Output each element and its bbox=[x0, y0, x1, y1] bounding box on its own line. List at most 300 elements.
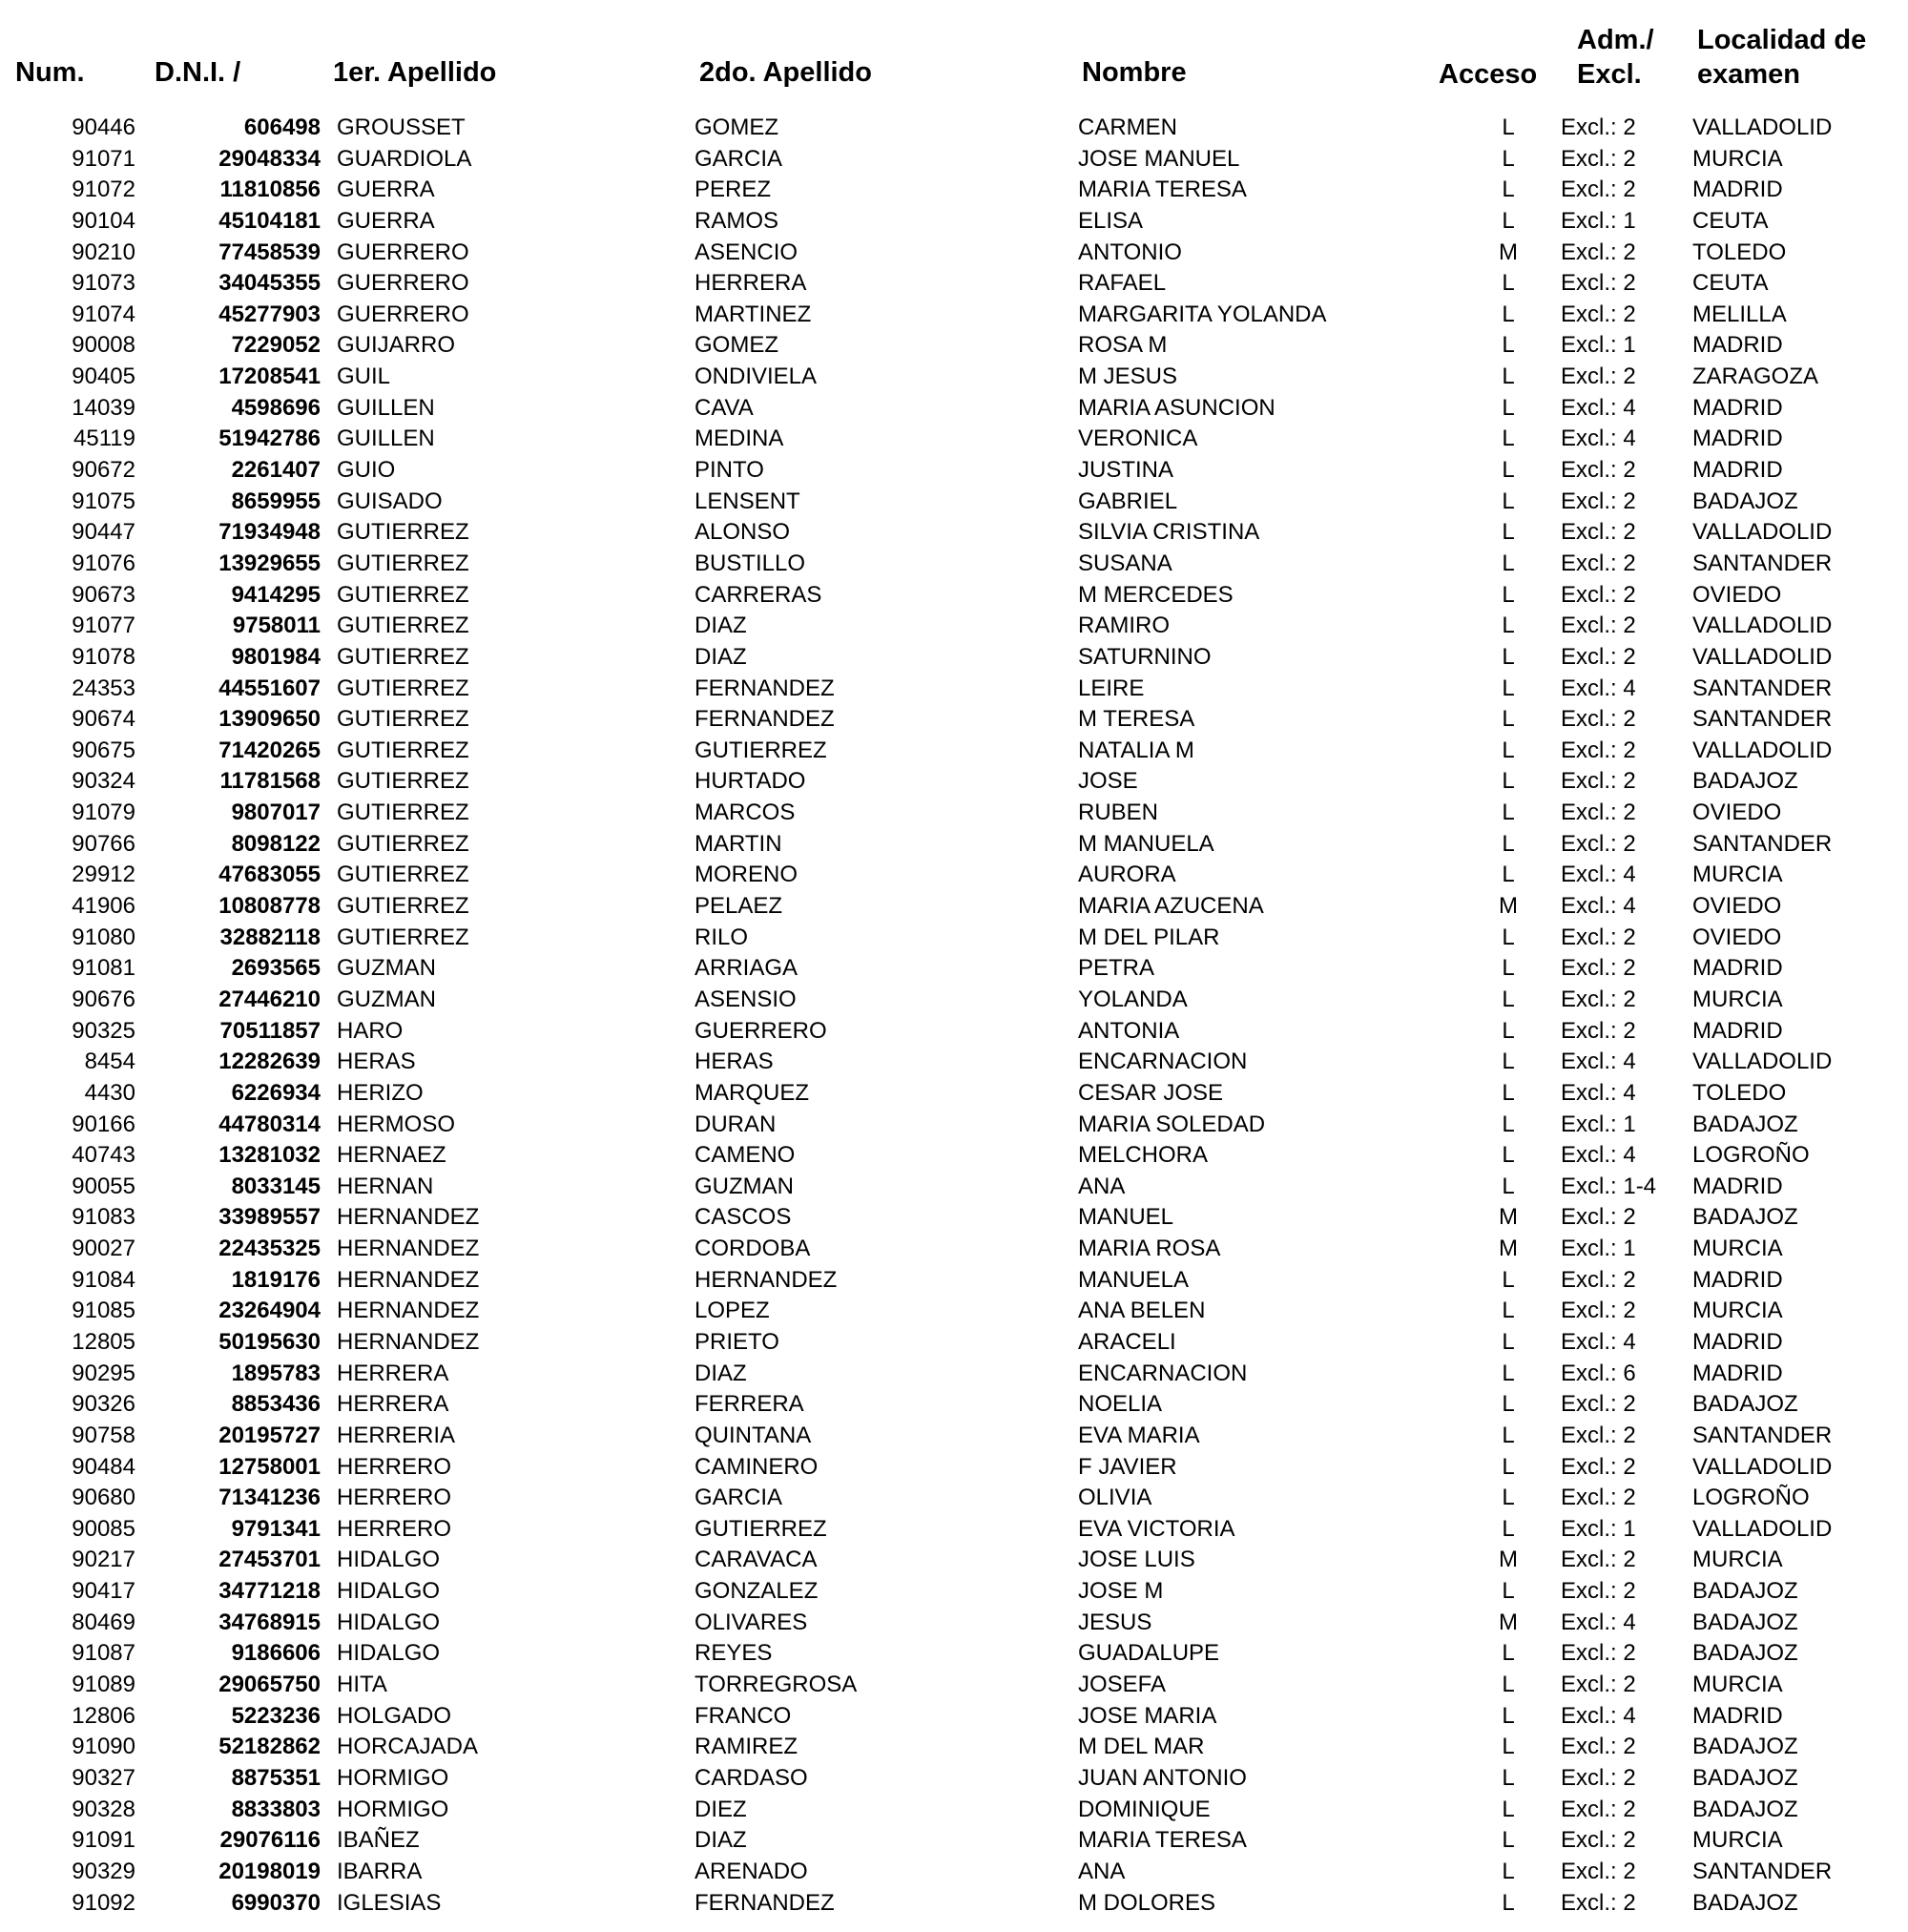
cell-apellido1: HORMIGO bbox=[337, 1764, 449, 1791]
cell-num: 91078 bbox=[72, 643, 135, 670]
table-row bbox=[0, 674, 1908, 705]
cell-acceso: L bbox=[1502, 1485, 1515, 1511]
cell-nombre: EVA MARIA bbox=[1078, 1422, 1200, 1448]
cell-nombre: JOSE bbox=[1078, 768, 1138, 795]
cell-num: 90325 bbox=[72, 1017, 135, 1044]
cell-dni: 44551607 bbox=[218, 675, 321, 701]
cell-nombre: M MANUELA bbox=[1078, 830, 1214, 857]
cell-dni: 52182862 bbox=[218, 1734, 321, 1760]
cell-num: 90326 bbox=[72, 1391, 135, 1418]
cell-apellido2: GUTIERREZ bbox=[695, 737, 827, 763]
cell-num: 90104 bbox=[72, 207, 135, 234]
cell-localidad: OVIEDO bbox=[1692, 893, 1782, 920]
cell-acceso: L bbox=[1502, 550, 1515, 576]
cell-apellido2: ONDIVIELA bbox=[695, 364, 818, 390]
cell-nombre: MANUELA bbox=[1078, 1266, 1190, 1293]
table-row bbox=[0, 362, 1908, 393]
table-row bbox=[0, 704, 1908, 736]
cell-nombre: VERONICA bbox=[1078, 426, 1198, 452]
cell-localidad: MADRID bbox=[1692, 332, 1783, 359]
cell-apellido1: GUARDIOLA bbox=[337, 145, 472, 172]
cell-apellido2: OLIVARES bbox=[695, 1609, 808, 1635]
cell-apellido2: CAVA bbox=[695, 394, 754, 421]
cell-dni: 8098122 bbox=[231, 830, 321, 857]
table-row bbox=[0, 1202, 1908, 1234]
cell-dni: 9791341 bbox=[231, 1515, 321, 1542]
cell-nombre: JESUS bbox=[1078, 1609, 1152, 1635]
cell-num: 12806 bbox=[72, 1702, 135, 1729]
table-row bbox=[0, 1763, 1908, 1795]
cell-dni: 22435325 bbox=[218, 1236, 321, 1262]
cell-dni: 8853436 bbox=[231, 1391, 321, 1418]
cell-acceso: L bbox=[1502, 862, 1515, 888]
cell-nombre: PETRA bbox=[1078, 955, 1155, 982]
cell-nombre: ANTONIA bbox=[1078, 1017, 1180, 1044]
cell-dni: 29076116 bbox=[219, 1827, 321, 1854]
cell-num: 91074 bbox=[72, 301, 135, 327]
cell-apellido1: HERIZO bbox=[337, 1079, 424, 1106]
header-loc-line2: examen bbox=[1697, 59, 1801, 90]
cell-adm-excl: Excl.: 4 bbox=[1561, 1142, 1636, 1169]
cell-localidad: MADRID bbox=[1692, 1360, 1783, 1386]
cell-adm-excl: Excl.: 2 bbox=[1561, 643, 1636, 670]
cell-localidad: MADRID bbox=[1692, 394, 1783, 421]
cell-nombre: AURORA bbox=[1078, 862, 1176, 888]
cell-nombre: MARIA ASUNCION bbox=[1078, 394, 1275, 421]
cell-num: 90447 bbox=[72, 519, 135, 546]
cell-nombre: F JAVIER bbox=[1078, 1453, 1177, 1480]
cell-apellido1: GUTIERREZ bbox=[337, 924, 469, 950]
cell-apellido1: HIDALGO bbox=[337, 1640, 441, 1667]
header-apellido2: 2do. Apellido bbox=[699, 57, 872, 88]
table-row bbox=[0, 300, 1908, 331]
table-row bbox=[0, 1545, 1908, 1576]
cell-dni: 45277903 bbox=[218, 301, 321, 327]
cell-adm-excl: Excl.: 4 bbox=[1561, 1609, 1636, 1635]
header-adm-line1: Adm./ bbox=[1577, 25, 1654, 55]
cell-apellido2: MARTINEZ bbox=[695, 301, 812, 327]
cell-num: 91071 bbox=[72, 145, 135, 172]
table-row bbox=[0, 113, 1908, 144]
cell-apellido2: MARQUEZ bbox=[695, 1079, 809, 1106]
cell-apellido1: HERNAN bbox=[337, 1173, 434, 1199]
cell-localidad: SANTANDER bbox=[1692, 1422, 1833, 1448]
cell-apellido1: HERNANDEZ bbox=[337, 1266, 480, 1293]
cell-localidad: OVIEDO bbox=[1692, 581, 1782, 608]
cell-nombre: JOSE LUIS bbox=[1078, 1547, 1195, 1573]
cell-adm-excl: Excl.: 4 bbox=[1561, 394, 1636, 421]
cell-localidad: MADRID bbox=[1692, 955, 1783, 982]
cell-acceso: L bbox=[1502, 955, 1515, 982]
header-adm-line2: Excl. bbox=[1577, 59, 1642, 90]
cell-acceso: L bbox=[1502, 1111, 1515, 1137]
cell-acceso: M bbox=[1499, 239, 1518, 265]
cell-acceso: L bbox=[1502, 332, 1515, 359]
cell-acceso: M bbox=[1499, 893, 1518, 920]
cell-apellido2: HERRERA bbox=[695, 270, 807, 297]
table-row bbox=[0, 860, 1908, 891]
cell-apellido1: IBARRA bbox=[337, 1858, 423, 1884]
table-row bbox=[0, 1670, 1908, 1701]
table-row bbox=[0, 1421, 1908, 1452]
cell-nombre: JOSE M bbox=[1078, 1578, 1164, 1605]
cell-nombre: SATURNINO bbox=[1078, 643, 1212, 670]
cell-nombre: MANUEL bbox=[1078, 1204, 1174, 1231]
table-row bbox=[0, 517, 1908, 549]
cell-localidad: VALLADOLID bbox=[1692, 737, 1833, 763]
cell-apellido1: HIDALGO bbox=[337, 1578, 441, 1605]
cell-apellido1: HIDALGO bbox=[337, 1547, 441, 1573]
cell-num: 90674 bbox=[72, 706, 135, 733]
cell-adm-excl: Excl.: 2 bbox=[1561, 1764, 1636, 1791]
cell-adm-excl: Excl.: 4 bbox=[1561, 1702, 1636, 1729]
cell-adm-excl: Excl.: 2 bbox=[1561, 114, 1636, 140]
cell-dni: 8875351 bbox=[231, 1764, 321, 1791]
table-row bbox=[0, 1514, 1908, 1546]
table-row bbox=[0, 1732, 1908, 1763]
cell-apellido2: GOMEZ bbox=[695, 114, 778, 140]
cell-dni: 13281032 bbox=[218, 1142, 321, 1169]
cell-num: 90329 bbox=[72, 1858, 135, 1884]
cell-localidad: MURCIA bbox=[1692, 986, 1783, 1012]
cell-dni: 606498 bbox=[243, 114, 321, 140]
cell-apellido1: GUTIERREZ bbox=[337, 768, 469, 795]
cell-nombre: M TERESA bbox=[1078, 706, 1195, 733]
cell-acceso: M bbox=[1499, 1609, 1518, 1635]
cell-localidad: BADAJOZ bbox=[1692, 1796, 1798, 1822]
cell-num: 91072 bbox=[72, 177, 135, 203]
cell-apellido2: TORREGROSA bbox=[695, 1672, 858, 1698]
cell-apellido1: GUIJARRO bbox=[337, 332, 456, 359]
cell-num: 90055 bbox=[72, 1173, 135, 1199]
cell-adm-excl: Excl.: 4 bbox=[1561, 675, 1636, 701]
cell-localidad: BADAJOZ bbox=[1692, 1204, 1798, 1231]
cell-acceso: L bbox=[1502, 1453, 1515, 1480]
cell-apellido2: FRANCO bbox=[695, 1702, 792, 1729]
cell-num: 90417 bbox=[72, 1578, 135, 1605]
cell-dni: 77458539 bbox=[218, 239, 321, 265]
table-row bbox=[0, 424, 1908, 455]
table-row bbox=[0, 985, 1908, 1016]
cell-apellido1: HERMOSO bbox=[337, 1111, 456, 1137]
cell-num: 24353 bbox=[72, 675, 135, 701]
cell-localidad: MURCIA bbox=[1692, 1236, 1783, 1262]
table-row bbox=[0, 580, 1908, 612]
header-acceso: Acceso bbox=[1439, 59, 1538, 90]
cell-apellido2: GARCIA bbox=[695, 145, 783, 172]
cell-localidad: ZARAGOZA bbox=[1692, 364, 1819, 390]
cell-nombre: MARIA AZUCENA bbox=[1078, 893, 1264, 920]
cell-nombre: RAFAEL bbox=[1078, 270, 1167, 297]
cell-localidad: TOLEDO bbox=[1692, 1079, 1787, 1106]
cell-adm-excl: Excl.: 2 bbox=[1561, 1640, 1636, 1667]
cell-acceso: L bbox=[1502, 830, 1515, 857]
cell-apellido2: CARDASO bbox=[695, 1764, 808, 1791]
cell-dni: 34768915 bbox=[218, 1609, 321, 1635]
cell-apellido1: GUTIERREZ bbox=[337, 519, 469, 546]
cell-num: 90766 bbox=[72, 830, 135, 857]
cell-adm-excl: Excl.: 2 bbox=[1561, 1391, 1636, 1418]
cell-acceso: L bbox=[1502, 270, 1515, 297]
cell-num: 12805 bbox=[72, 1328, 135, 1355]
table-row bbox=[0, 953, 1908, 985]
cell-dni: 20198019 bbox=[218, 1858, 321, 1884]
cell-adm-excl: Excl.: 4 bbox=[1561, 893, 1636, 920]
cell-dni: 2693565 bbox=[231, 955, 321, 982]
cell-dni: 29065750 bbox=[218, 1672, 321, 1698]
cell-apellido2: ALONSO bbox=[695, 519, 791, 546]
cell-localidad: SANTANDER bbox=[1692, 830, 1833, 857]
cell-adm-excl: Excl.: 2 bbox=[1561, 239, 1636, 265]
cell-adm-excl: Excl.: 2 bbox=[1561, 613, 1636, 639]
cell-nombre: ANA BELEN bbox=[1078, 1298, 1206, 1324]
cell-dni: 9801984 bbox=[231, 643, 321, 670]
cell-nombre: NOELIA bbox=[1078, 1391, 1163, 1418]
cell-adm-excl: Excl.: 2 bbox=[1561, 145, 1636, 172]
cell-apellido2: FERNANDEZ bbox=[695, 675, 835, 701]
cell-adm-excl: Excl.: 2 bbox=[1561, 955, 1636, 982]
cell-apellido1: GUERRERO bbox=[337, 239, 469, 265]
table-row bbox=[0, 1701, 1908, 1733]
cell-adm-excl: Excl.: 2 bbox=[1561, 768, 1636, 795]
cell-adm-excl: Excl.: 6 bbox=[1561, 1360, 1636, 1386]
cell-nombre: EVA VICTORIA bbox=[1078, 1515, 1235, 1542]
cell-apellido2: DIEZ bbox=[695, 1796, 747, 1822]
cell-dni: 33989557 bbox=[218, 1204, 321, 1231]
cell-localidad: TOLEDO bbox=[1692, 239, 1787, 265]
cell-acceso: L bbox=[1502, 675, 1515, 701]
cell-adm-excl: Excl.: 2 bbox=[1561, 1827, 1636, 1854]
cell-adm-excl: Excl.: 2 bbox=[1561, 737, 1636, 763]
cell-adm-excl: Excl.: 2 bbox=[1561, 1485, 1636, 1511]
cell-adm-excl: Excl.: 2 bbox=[1561, 1422, 1636, 1448]
cell-localidad: MURCIA bbox=[1692, 1672, 1783, 1698]
table-row bbox=[0, 736, 1908, 767]
cell-localidad: BADAJOZ bbox=[1692, 488, 1798, 514]
cell-acceso: L bbox=[1502, 394, 1515, 421]
cell-localidad: MURCIA bbox=[1692, 1547, 1783, 1573]
cell-nombre: ANTONIO bbox=[1078, 239, 1182, 265]
cell-acceso: M bbox=[1499, 1236, 1518, 1262]
cell-acceso: L bbox=[1502, 1173, 1515, 1199]
cell-apellido2: FERNANDEZ bbox=[695, 1889, 835, 1916]
cell-localidad: VALLADOLID bbox=[1692, 1453, 1833, 1480]
cell-acceso: M bbox=[1499, 1547, 1518, 1573]
cell-apellido1: GUTIERREZ bbox=[337, 550, 469, 576]
cell-apellido2: PINTO bbox=[695, 457, 764, 484]
cell-dni: 5223236 bbox=[231, 1702, 321, 1729]
cell-apellido1: HERRERO bbox=[337, 1453, 452, 1480]
header-num: Num. bbox=[15, 57, 85, 88]
cell-apellido1: HERRERO bbox=[337, 1515, 452, 1542]
cell-num: 91075 bbox=[72, 488, 135, 514]
cell-apellido1: HERRERA bbox=[337, 1391, 449, 1418]
cell-adm-excl: Excl.: 2 bbox=[1561, 1298, 1636, 1324]
cell-adm-excl: Excl.: 2 bbox=[1561, 800, 1636, 826]
cell-dni: 20195727 bbox=[218, 1422, 321, 1448]
cell-apellido1: GROUSSET bbox=[337, 114, 466, 140]
cell-dni: 13929655 bbox=[218, 550, 321, 576]
table-row bbox=[0, 1140, 1908, 1172]
cell-apellido2: CAMENO bbox=[695, 1142, 796, 1169]
cell-acceso: L bbox=[1502, 1328, 1515, 1355]
cell-acceso: L bbox=[1502, 643, 1515, 670]
table-row bbox=[0, 1389, 1908, 1421]
cell-dni: 45104181 bbox=[218, 207, 321, 234]
cell-apellido1: HERNANDEZ bbox=[337, 1204, 480, 1231]
cell-apellido1: GUTIERREZ bbox=[337, 581, 469, 608]
cell-num: 90446 bbox=[72, 114, 135, 140]
cell-adm-excl: Excl.: 2 bbox=[1561, 1578, 1636, 1605]
cell-apellido2: GUTIERREZ bbox=[695, 1515, 827, 1542]
cell-dni: 11781568 bbox=[219, 768, 321, 795]
table-row bbox=[0, 1110, 1908, 1141]
cell-nombre: ELISA bbox=[1078, 207, 1144, 234]
cell-apellido1: GUTIERREZ bbox=[337, 893, 469, 920]
cell-dni: 44780314 bbox=[218, 1111, 321, 1137]
cell-nombre: ROSA M bbox=[1078, 332, 1168, 359]
cell-acceso: L bbox=[1502, 737, 1515, 763]
cell-apellido1: HARO bbox=[337, 1017, 404, 1044]
cell-apellido1: IBAÑEZ bbox=[337, 1827, 420, 1854]
cell-dni: 27446210 bbox=[218, 986, 321, 1012]
cell-apellido1: GUZMAN bbox=[337, 986, 436, 1012]
cell-num: 80469 bbox=[72, 1609, 135, 1635]
cell-apellido2: HURTADO bbox=[695, 768, 806, 795]
table-row bbox=[0, 642, 1908, 674]
cell-apellido2: MORENO bbox=[695, 862, 798, 888]
table-row bbox=[0, 1795, 1908, 1826]
table-row bbox=[0, 175, 1908, 206]
cell-apellido1: HOLGADO bbox=[337, 1702, 452, 1729]
cell-nombre: ANA bbox=[1078, 1173, 1126, 1199]
cell-nombre: ENCARNACION bbox=[1078, 1360, 1248, 1386]
cell-apellido2: HERNANDEZ bbox=[695, 1266, 838, 1293]
cell-apellido2: LENSENT bbox=[695, 488, 800, 514]
cell-apellido1: GUZMAN bbox=[337, 955, 436, 982]
cell-nombre: OLIVIA bbox=[1078, 1485, 1152, 1511]
cell-dni: 6990370 bbox=[231, 1889, 321, 1916]
cell-apellido1: GUISADO bbox=[337, 488, 443, 514]
cell-dni: 6226934 bbox=[231, 1079, 321, 1106]
cell-adm-excl: Excl.: 2 bbox=[1561, 301, 1636, 327]
cell-acceso: L bbox=[1502, 177, 1515, 203]
cell-adm-excl: Excl.: 1 bbox=[1561, 207, 1636, 234]
header-loc-line1: Localidad de bbox=[1697, 25, 1867, 55]
cell-apellido2: RAMOS bbox=[695, 207, 779, 234]
table-row bbox=[0, 766, 1908, 798]
cell-dni: 13909650 bbox=[218, 706, 321, 733]
cell-apellido2: BUSTILLO bbox=[695, 550, 806, 576]
cell-apellido2: GUZMAN bbox=[695, 1173, 794, 1199]
cell-apellido1: GUTIERREZ bbox=[337, 675, 469, 701]
cell-num: 91081 bbox=[72, 955, 135, 982]
cell-apellido1: GUIO bbox=[337, 457, 396, 484]
cell-apellido2: CORDOBA bbox=[695, 1236, 811, 1262]
cell-localidad: MADRID bbox=[1692, 177, 1783, 203]
cell-nombre: JOSEFA bbox=[1078, 1672, 1167, 1698]
cell-apellido1: HERNANDEZ bbox=[337, 1236, 480, 1262]
cell-adm-excl: Excl.: 2 bbox=[1561, 270, 1636, 297]
cell-nombre: JUAN ANTONIO bbox=[1078, 1764, 1247, 1791]
cell-acceso: L bbox=[1502, 1298, 1515, 1324]
cell-localidad: BADAJOZ bbox=[1692, 1889, 1798, 1916]
cell-apellido2: MEDINA bbox=[695, 426, 784, 452]
cell-apellido2: GOMEZ bbox=[695, 332, 778, 359]
cell-adm-excl: Excl.: 2 bbox=[1561, 488, 1636, 514]
cell-apellido2: QUINTANA bbox=[695, 1422, 812, 1448]
cell-apellido2: REYES bbox=[695, 1640, 773, 1667]
cell-nombre: NATALIA M bbox=[1078, 737, 1194, 763]
cell-localidad: BADAJOZ bbox=[1692, 1640, 1798, 1667]
cell-dni: 9758011 bbox=[232, 613, 321, 639]
cell-adm-excl: Excl.: 2 bbox=[1561, 1017, 1636, 1044]
cell-apellido2: DIAZ bbox=[695, 1827, 747, 1854]
cell-num: 90008 bbox=[72, 332, 135, 359]
table-row bbox=[0, 1047, 1908, 1078]
cell-apellido2: PRIETO bbox=[695, 1328, 779, 1355]
cell-apellido2: RILO bbox=[695, 924, 749, 950]
cell-num: 91076 bbox=[72, 550, 135, 576]
cell-acceso: L bbox=[1502, 301, 1515, 327]
cell-adm-excl: Excl.: 2 bbox=[1561, 1204, 1636, 1231]
cell-nombre: MARIA SOLEDAD bbox=[1078, 1111, 1266, 1137]
cell-nombre: JUSTINA bbox=[1078, 457, 1174, 484]
cell-adm-excl: Excl.: 1 bbox=[1561, 1236, 1636, 1262]
cell-adm-excl: Excl.: 4 bbox=[1561, 1328, 1636, 1355]
cell-apellido2: CARRERAS bbox=[695, 581, 822, 608]
cell-nombre: JOSE MARIA bbox=[1078, 1702, 1217, 1729]
cell-localidad: BADAJOZ bbox=[1692, 1391, 1798, 1418]
cell-dni: 34045355 bbox=[218, 270, 321, 297]
cell-acceso: L bbox=[1502, 114, 1515, 140]
cell-num: 90027 bbox=[72, 1236, 135, 1262]
table-row bbox=[0, 1452, 1908, 1484]
cell-dni: 32882118 bbox=[219, 924, 321, 950]
cell-dni: 9414295 bbox=[231, 581, 321, 608]
cell-num: 91092 bbox=[72, 1889, 135, 1916]
cell-dni: 1895783 bbox=[231, 1360, 321, 1386]
cell-localidad: VALLADOLID bbox=[1692, 1515, 1833, 1542]
cell-num: 90673 bbox=[72, 581, 135, 608]
cell-num: 14039 bbox=[72, 394, 135, 421]
cell-apellido1: HERNANDEZ bbox=[337, 1298, 480, 1324]
cell-dni: 4598696 bbox=[231, 394, 321, 421]
cell-adm-excl: Excl.: 2 bbox=[1561, 706, 1636, 733]
header-dni: D.N.I. / bbox=[155, 57, 241, 88]
table-row bbox=[0, 1172, 1908, 1203]
cell-nombre: SUSANA bbox=[1078, 550, 1172, 576]
cell-num: 90324 bbox=[72, 768, 135, 795]
cell-acceso: L bbox=[1502, 1858, 1515, 1884]
cell-apellido1: GUILLEN bbox=[337, 394, 435, 421]
cell-localidad: SANTANDER bbox=[1692, 550, 1833, 576]
cell-acceso: L bbox=[1502, 1422, 1515, 1448]
cell-num: 90210 bbox=[72, 239, 135, 265]
table-row bbox=[0, 1888, 1908, 1920]
cell-nombre: MELCHORA bbox=[1078, 1142, 1209, 1169]
cell-localidad: SANTANDER bbox=[1692, 1858, 1833, 1884]
cell-acceso: L bbox=[1502, 364, 1515, 390]
cell-adm-excl: Excl.: 1 bbox=[1561, 1111, 1636, 1137]
cell-adm-excl: Excl.: 2 bbox=[1561, 1672, 1636, 1698]
cell-dni: 12758001 bbox=[218, 1453, 321, 1480]
cell-apellido2: ASENSIO bbox=[695, 986, 797, 1012]
cell-apellido1: HERRERA bbox=[337, 1360, 449, 1386]
cell-acceso: L bbox=[1502, 768, 1515, 795]
cell-num: 90327 bbox=[72, 1764, 135, 1791]
cell-acceso: M bbox=[1499, 1204, 1518, 1231]
